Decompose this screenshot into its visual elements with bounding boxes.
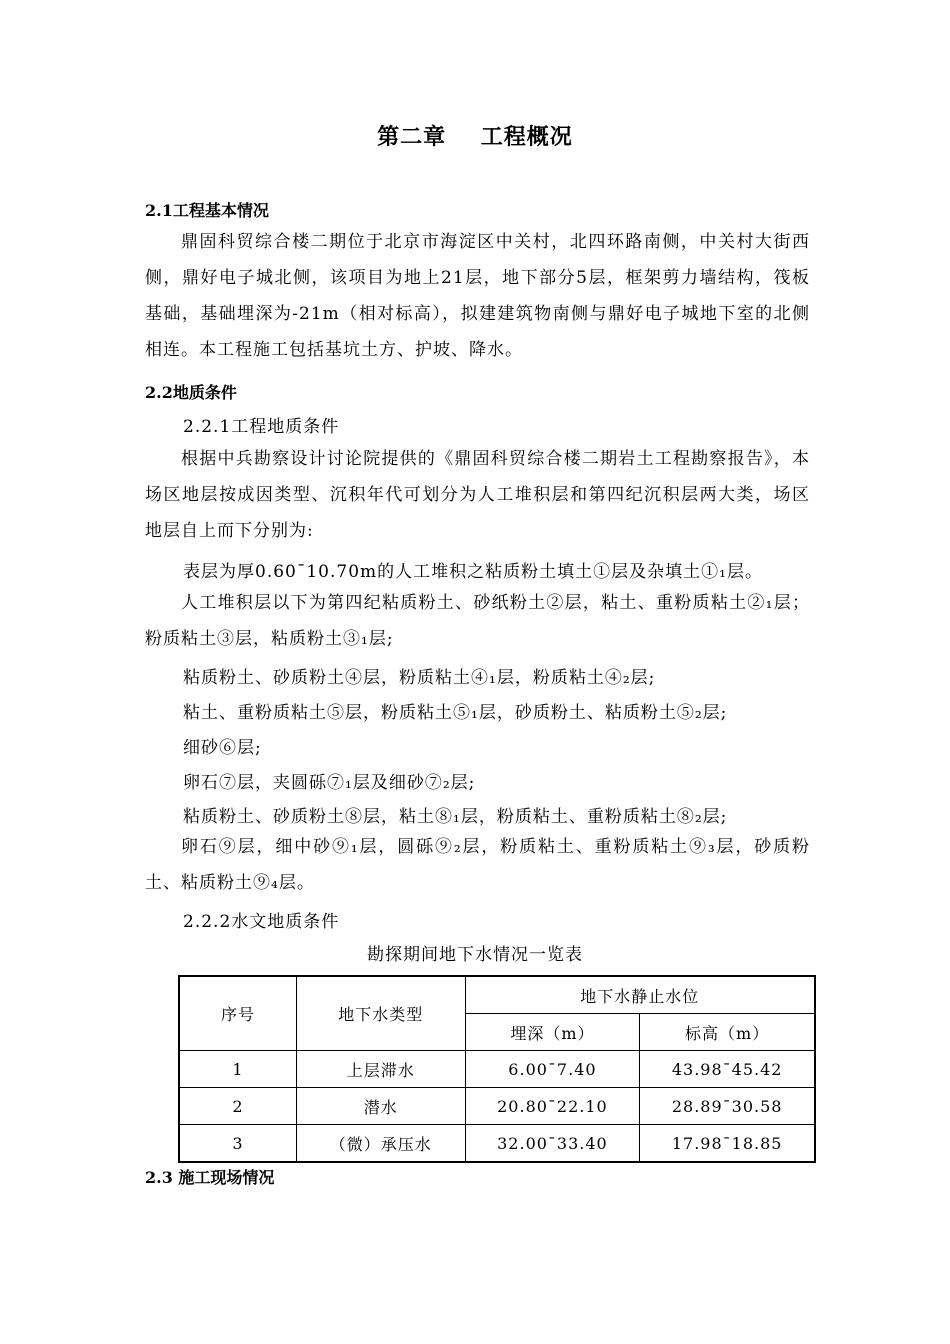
cell-elev: 43.98¯45.42 [640, 1051, 815, 1088]
header-type: 地下水类型 [296, 976, 465, 1051]
section-2-1-heading: 2.1工程基本情况 [145, 201, 269, 220]
table-row [179, 1051, 815, 1088]
strata-line-6: 卵石⑦层，夹圆砾⑦₁层及细砂⑦₂层; [183, 773, 476, 793]
cell-depth: 32.00¯33.40 [465, 1125, 640, 1163]
header-elev: 标高（m） [640, 1014, 815, 1051]
table-row [179, 1125, 815, 1163]
cell-no: 3 [179, 1125, 296, 1163]
cell-depth: 20.80¯22.10 [465, 1088, 640, 1125]
cell-no: 1 [179, 1051, 296, 1088]
chapter-title: 第二章 工程概况 [377, 124, 573, 150]
strata-line-2: 人工堆积层以下为第四纪粘质粉土、砂纸粉土②层，粘土、重粉质粘土②₁层；粉质粘土③层，粘质粉土③₁层; [145, 593, 810, 649]
strata-line-5: 细砂⑥层; [183, 738, 262, 758]
section-2-1-paragraph: 鼎固科贸综合楼二期位于北京市海淀区中关村，北四环路南侧，中关村大街西侧，鼎好电子城北侧，该项目为地上21层，地下部分5层，框架剪力墙结构，筏板基础，基础埋深为-21m（相对标高），拟建建筑物南侧与鼎好电子城地下室的北侧相连。本工程施工包括基坑土方、护坡、降水。 [145, 232, 810, 360]
strata-line-4: 粘土、重粉质粘土⑤层，粉质粘土⑤₁层，砂质粉土、粘质粉土⑤₂层; [183, 703, 728, 723]
cell-elev: 28.89¯30.58 [640, 1088, 815, 1125]
cell-elev: 17.98¯18.85 [640, 1125, 815, 1163]
section-2-2-1-heading: 2.2.1工程地质条件 [183, 417, 340, 437]
section-2-2-heading: 2.2地质条件 [145, 383, 237, 402]
cell-no: 2 [179, 1088, 296, 1125]
strata-line-8: 卵石⑨层，细中砂⑨₁层，圆砾⑨₂层，粉质粘土、重粉质粘土⑨₃层，砂质粉土、粘质粉土⑨₄层。 [145, 837, 810, 893]
cell-depth: 6.00¯7.40 [465, 1051, 640, 1088]
strata-line-7: 粘质粉土、砂质粉土⑧层，粘土⑧₁层，粉质粘土、重粉质粘土⑧₂层; [183, 807, 728, 827]
section-2-3-heading: 2.3 施工现场情况 [145, 1168, 275, 1187]
table-caption: 勘探期间地下水情况一览表 [367, 945, 583, 965]
header-level: 地下水静止水位 [465, 976, 815, 1014]
section-2-2-1-paragraph: 根据中兵勘察设计讨论院提供的《鼎固科贸综合楼二期岩土工程勘察报告》，本场区地层按成因类型、沉积年代可划分为人工堆积层和第四纪沉积层两大类，场区地层自上而下分别为: [145, 449, 810, 541]
groundwater-table [178, 975, 816, 1163]
header-no: 序号 [179, 976, 296, 1051]
strata-line-1: 表层为厚0.60¯10.70m的人工堆积之粘质粉土填土①层及杂填土①₁层。 [183, 562, 763, 582]
strata-line-3: 粘质粉土、砂质粉土④层，粉质粘土④₁层，粉质粘土④₂层; [183, 668, 656, 688]
cell-type: 潜水 [296, 1088, 465, 1125]
table-row [179, 1088, 815, 1125]
cell-type: （微）承压水 [296, 1125, 465, 1163]
section-2-2-2-heading: 2.2.2水文地质条件 [183, 912, 340, 932]
header-depth: 埋深（m） [465, 1014, 640, 1051]
cell-type: 上层滞水 [296, 1051, 465, 1088]
